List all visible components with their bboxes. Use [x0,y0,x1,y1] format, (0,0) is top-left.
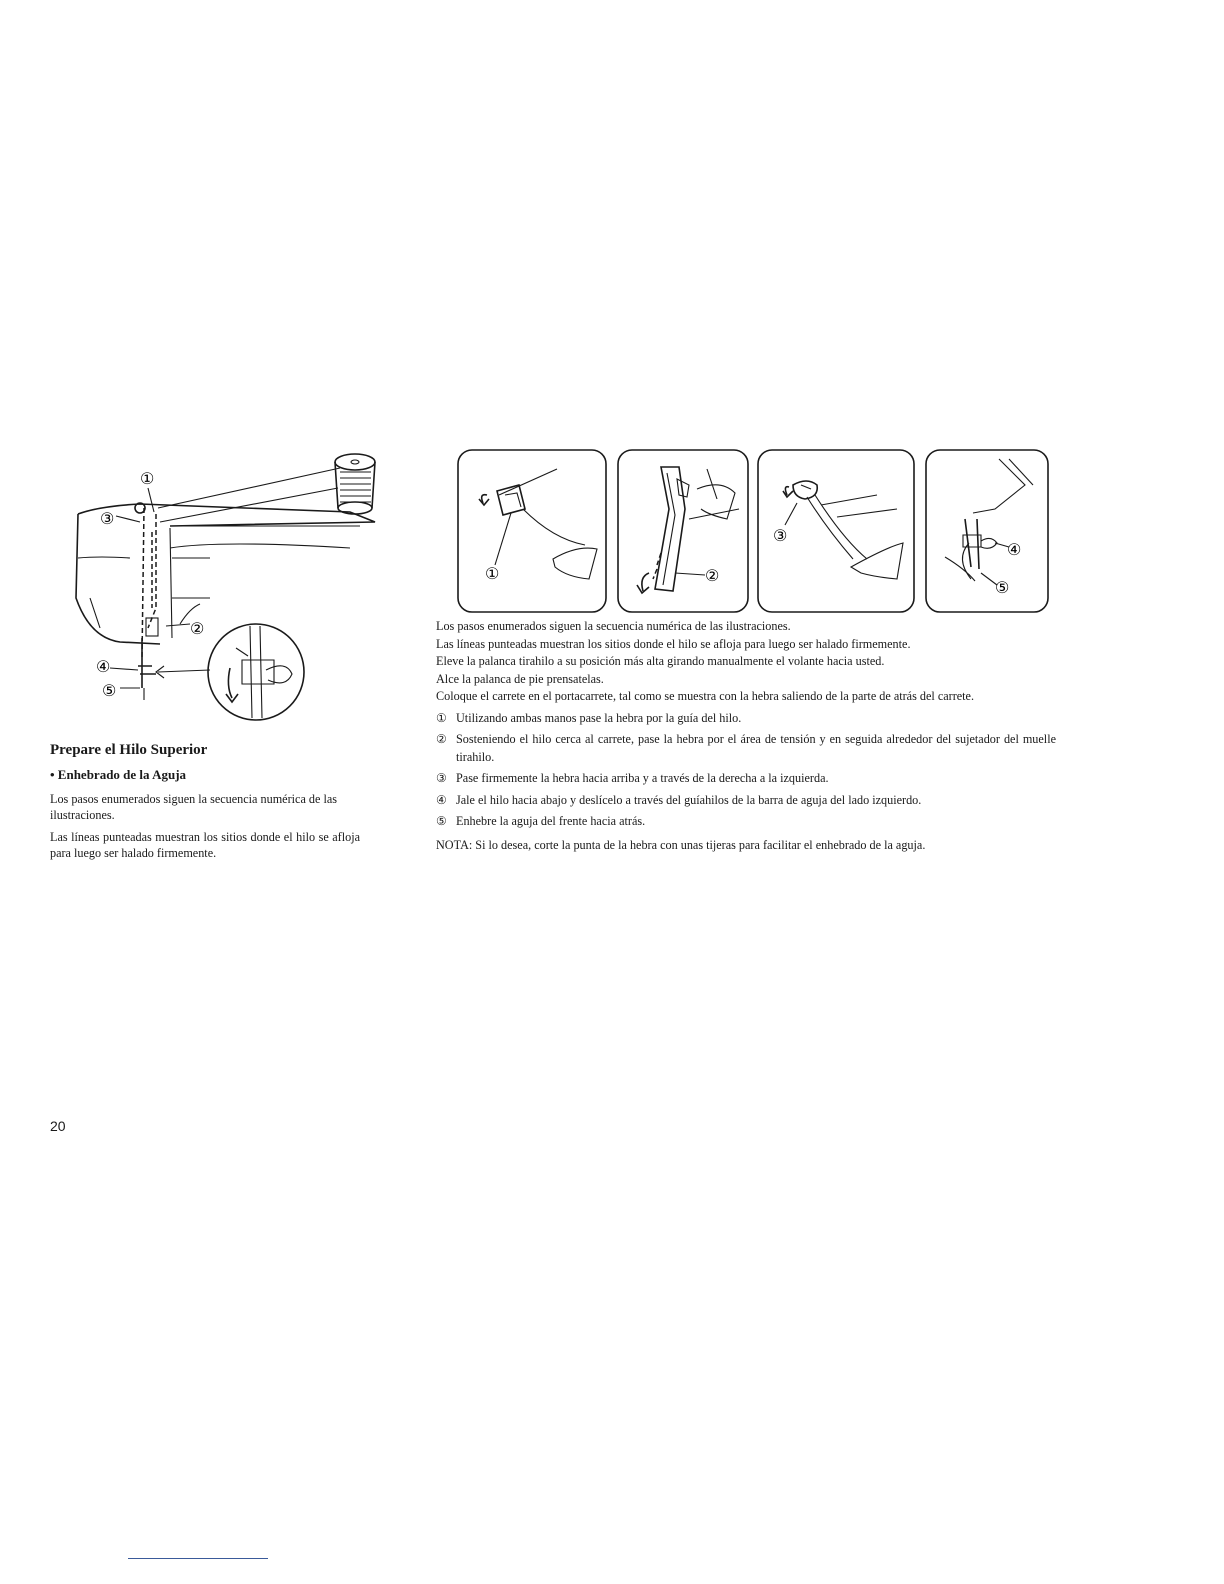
step-text: Enhebre la aguja del frente hacia atrás. [456,814,646,828]
threading-step-4-5-panel [925,449,1049,613]
left-paragraph-2: Las líneas punteadas muestran los sitios donde el hilo se afloja para luego ser halado firmemente. [50,830,360,860]
panel4-label-5: ⑤ [995,580,1010,597]
panel3-label: ③ [773,528,788,545]
threading-step-3-panel [757,449,915,613]
intro-line-3: Eleve la palanca tirahilo a su posición más alta girando manualmente el volante hacia usted. [436,654,885,668]
step-number: ② [436,732,447,746]
footer-rule [128,1558,268,1559]
label-2: ② [190,621,205,638]
step-1 [436,710,1056,728]
sewing-machine-threading-illustration [60,448,400,728]
step-2 [436,731,1056,766]
panel1-label: ① [485,566,500,583]
section-heading: Prepare el Hilo Superior [50,742,208,758]
note-text: NOTA: Si lo desea, corte la punta de la hebra con unas tijeras para facilitar el enhebrado de la aguja. [436,837,926,852]
label-1: ① [140,471,155,488]
right-column [436,618,1056,854]
label-4: ④ [96,659,111,676]
left-column [50,742,360,867]
step-text: Sosteniendo el hilo cerca al carrete, pase la hebra por el área de tensión y en seguida alrededor del sujetador del muelle tirahilo. [456,732,1056,764]
threading-step-1-panel [457,449,607,613]
label-5: ⑤ [102,683,117,700]
step-3 [436,770,1056,788]
step-number: ⑤ [436,814,447,828]
step-number: ③ [436,771,447,785]
step-5 [436,813,1056,831]
intro-line-1: Los pasos enumerados siguen la secuencia numérica de las ilustraciones. [436,619,791,633]
panel2-label: ② [705,568,720,585]
step-number: ① [436,710,447,725]
page-number: 20 [50,1118,66,1134]
intro-line-5: Coloque el carrete en el portacarrete, tal como se muestra con la hebra saliendo de la parte de atrás del carrete. [436,689,975,703]
thread-spool-icon [335,454,375,514]
threading-step-2-panel [617,449,749,613]
left-paragraph-1: Los pasos enumerados siguen la secuencia numérica de las ilustraciones. [50,792,337,822]
step-number: ④ [436,792,447,807]
step-text: Utilizando ambas manos pase la hebra por la guía del hilo. [456,710,742,725]
intro-line-4: Alce la palanca de pie prensatelas. [436,671,604,686]
intro-line-2: Las líneas punteadas muestran los sitios donde el hilo se afloja para luego ser halado firmemente. [436,636,911,651]
section-subheading: • Enhebrado de la Aguja [50,767,187,782]
step-4 [436,792,1056,810]
needle-detail-inset [208,624,304,720]
label-3: ③ [100,511,115,528]
step-text: Jale el hilo hacia abajo y deslícelo a través del guíahilos de la barra de aguja del lado izquierdo. [456,792,922,807]
step-text: Pase firmemente la hebra hacia arriba y a través de la derecha a la izquierda. [456,771,829,785]
panel4-label-4: ④ [1007,542,1022,559]
